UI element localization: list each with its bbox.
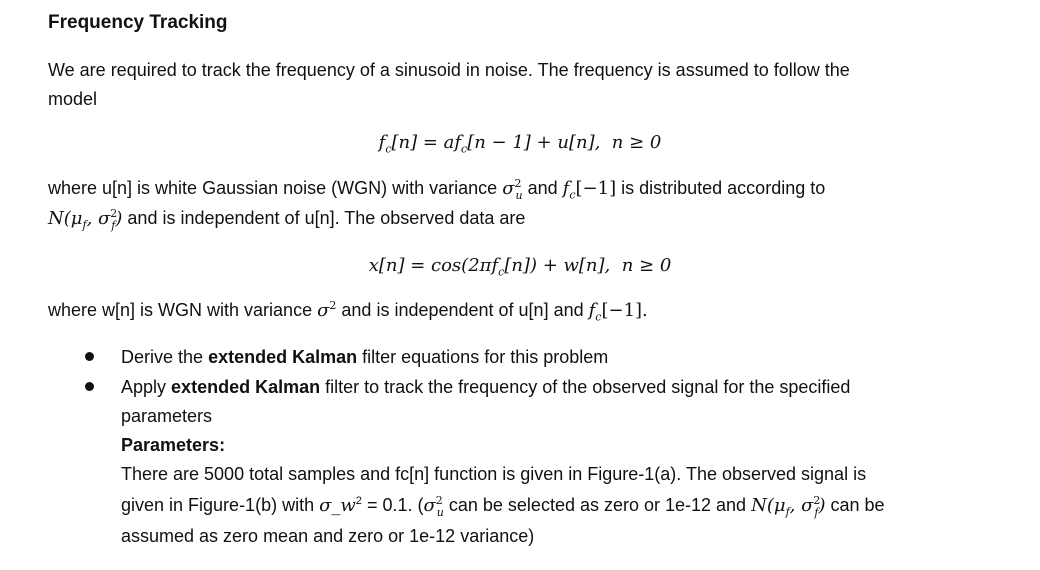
sigma-u-symbol: σ (502, 178, 515, 199)
p2-mu-sub: f (785, 505, 790, 519)
where1-b: and (527, 178, 558, 198)
sigma-u-sub: u (515, 188, 523, 202)
fc-symbol-2: f (588, 300, 596, 321)
p2-d: can be (830, 495, 885, 515)
eq1-condition: n ≥ 0 (611, 132, 662, 153)
p2-sigw-sup: 2 (355, 495, 362, 507)
p2-s-sup: 2 (813, 494, 821, 507)
equation-state-model (0, 131, 1040, 155)
sigma-u-sup: 2 (514, 177, 522, 190)
b2-pre: Apply (121, 377, 167, 397)
intro-line-2: model (48, 89, 98, 109)
bullet-dot-1 (85, 352, 94, 361)
b1-pre: Derive the (121, 347, 204, 367)
p2-c: can be selected as zero or 1e-12 and (448, 495, 747, 515)
where3-b: and is independent of u[n] and (341, 300, 584, 320)
fc-arg-2: [−1]. (601, 300, 648, 321)
p2-b: = 0.1. ( (366, 495, 424, 515)
p2-sigw: σ_w (319, 495, 356, 516)
b1-post: filter equations for this problem (362, 347, 609, 367)
p2-sig-sub: u (436, 505, 444, 519)
b1-bold: extended Kalman (208, 347, 358, 367)
eq2-rest: [n]) + w[n], (504, 255, 611, 276)
where1-a: where u[n] is white Gaussian noise (WGN) with variance (48, 178, 498, 198)
where1-c: is distributed according to (621, 178, 826, 198)
b2-bold: extended Kalman (171, 377, 321, 397)
equation-observation (0, 254, 1040, 278)
sigma-symbol: σ (317, 300, 330, 321)
p2-sig: σ (423, 495, 436, 516)
page-title: Frequency Tracking (48, 12, 228, 33)
eq2-lhs: x[n] = cos(2πf (368, 255, 499, 276)
bullet-2 (121, 376, 850, 398)
where-line-1 (48, 177, 825, 200)
eq1-lhs: f (378, 132, 386, 153)
where-line-2 (48, 207, 525, 230)
fc-arg: [−1] (575, 178, 617, 199)
sigma-f-sup: 2 (110, 207, 118, 220)
b2-post: filter to track the frequency of the observed signal for the specified (325, 377, 851, 397)
sigma-f-sub: f (111, 218, 116, 232)
p2-close: ) (818, 495, 826, 516)
bullet-1 (121, 346, 608, 368)
fc-sub-2: c (595, 310, 602, 324)
normal-symbol: N (48, 208, 64, 229)
parameters-label-bold: Parameters: (121, 435, 226, 455)
params-line-3: assumed as zero mean and zero or 1e-12 variance) (121, 526, 535, 546)
bullet-dot-2 (85, 382, 94, 391)
fc-symbol: f (562, 178, 570, 199)
eq1-mid-arg: [n − 1] + u[n], (467, 132, 601, 153)
intro-line-1: We are required to track the frequency of a sinusoid in noise. The frequency is assumed to follow the (48, 60, 850, 80)
where2-rest: and is independent of u[n]. The observed data are (127, 208, 526, 228)
p2-sig-sup: 2 (435, 494, 443, 507)
sigma-sup: 2 (329, 299, 337, 312)
normal-comma: , σ (86, 208, 111, 229)
normal-open: (μ (63, 208, 83, 229)
eq1-lhs-sub: c (385, 142, 392, 156)
normal-close: ) (115, 208, 123, 229)
where3-a: where w[n] is WGN with variance (48, 300, 313, 320)
params-line-1: There are 5000 total samples and fc[n] function is given in Figure-1(a). The observed signal is (121, 464, 867, 484)
parameters-label (121, 434, 225, 456)
bullet-2-line-2: parameters (121, 406, 213, 426)
mu-sub: f (82, 218, 87, 232)
eq1-lhs-arg: [n] = af (391, 132, 462, 153)
p2-s-sub: f (814, 505, 819, 519)
p2-N: N(μ (751, 495, 786, 516)
eq2-condition: n ≥ 0 (621, 255, 672, 276)
params-line-2 (121, 494, 885, 517)
eq1-mid-sub: c (461, 142, 468, 156)
p2-a: given in Figure-1(b) with (121, 495, 315, 515)
eq2-sub: c (498, 265, 505, 279)
where-line-3 (48, 299, 648, 322)
p2-comma: , σ (789, 495, 814, 516)
fc-sub: c (569, 188, 576, 202)
